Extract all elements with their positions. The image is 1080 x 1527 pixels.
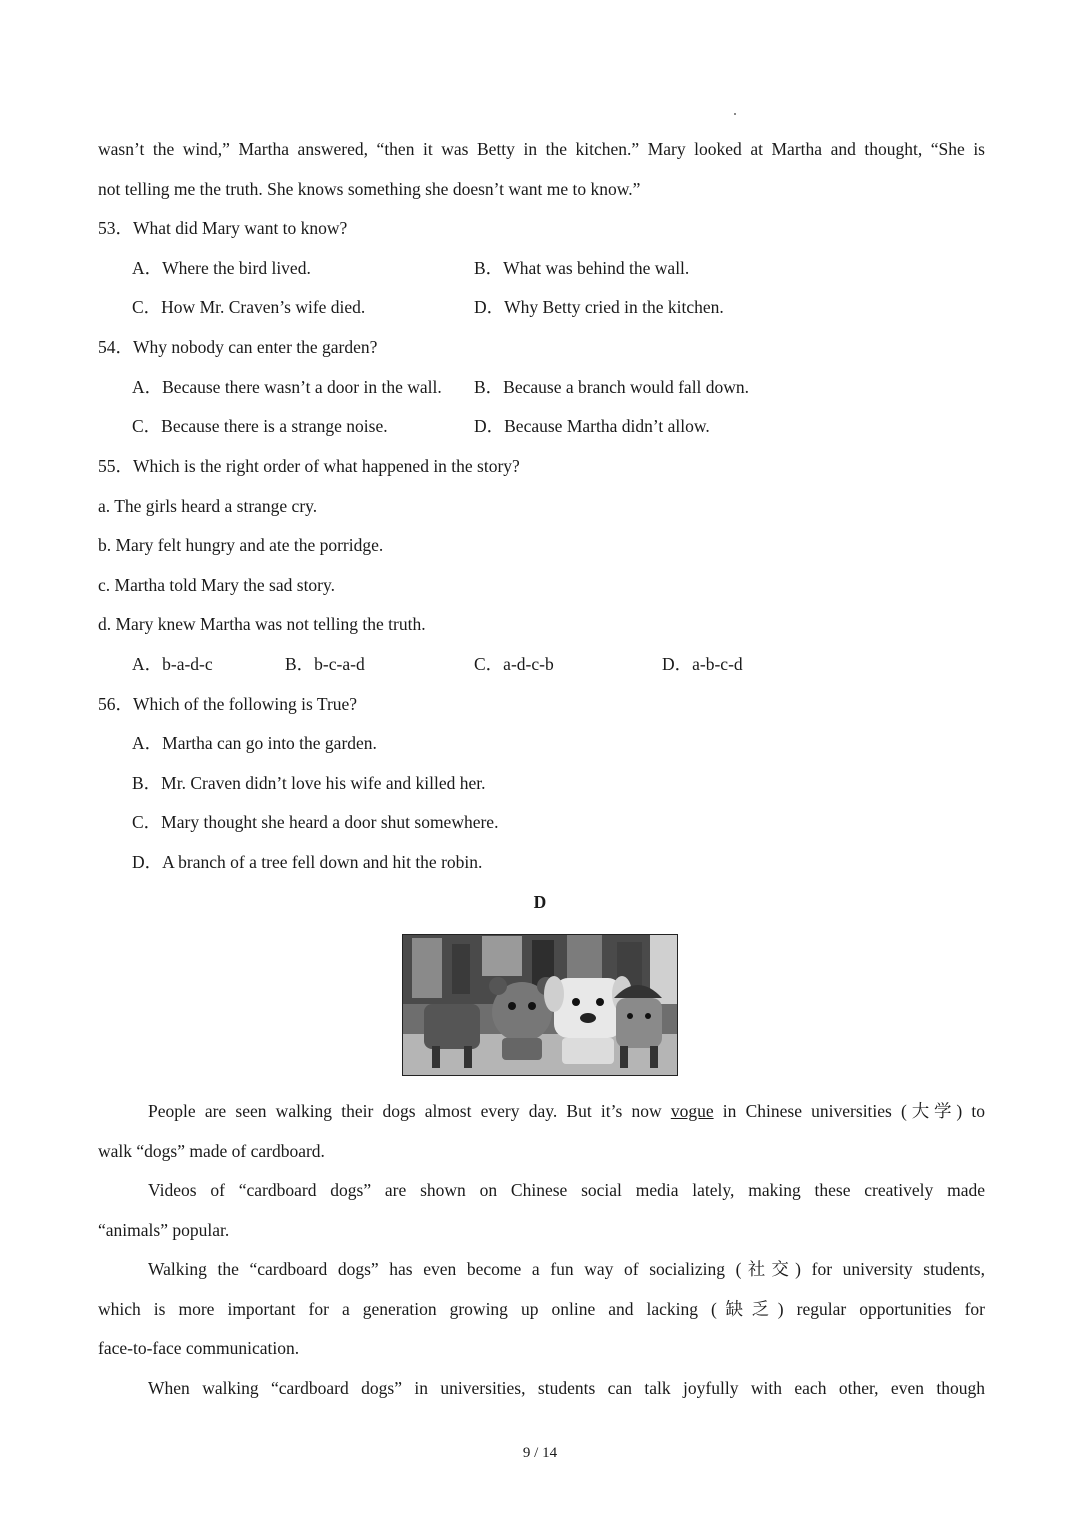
passage-d-p3-line2: which is more important for a generation growing up online and lacking (缺乏) regular opportunities for — [98, 1299, 985, 1319]
passage-d-p3-line3: face-to-face communication. — [98, 1338, 300, 1358]
q56-option-a: A．Martha can go into the garden. — [132, 733, 377, 753]
passage-c-line-2: not telling me the truth. She knows something she doesn’t want me to know.” — [98, 179, 641, 199]
q55-event-c: c. Martha told Mary the sad story. — [98, 575, 336, 595]
q56-option-d: D．A branch of a tree fell down and hit the robin. — [132, 852, 483, 872]
p1-text-before: People are seen walking their dogs almost every day. But it’s now — [148, 1101, 671, 1121]
passage-d-p1-line2: walk “dogs” made of cardboard. — [98, 1141, 325, 1161]
passage-d-p4-line1: When walking “cardboard dogs” in universities, students can talk joyfully with each other, even though — [148, 1378, 985, 1398]
q55-event-a: a. The girls heard a strange cry. — [98, 496, 318, 516]
passage-d-p2-line2: “animals” popular. — [98, 1220, 230, 1240]
q54-option-b: B．Because a branch would fall down. — [474, 377, 750, 397]
p1-text-after: in Chinese universities (大学) to — [713, 1101, 985, 1121]
passage-c-line-1: wasn’t the wind,” Martha answered, “then it was Betty in the kitchen.” Mary looked at Martha and thought, “She is — [98, 139, 985, 159]
q54-option-c: C．Because there is a strange noise. — [132, 416, 388, 436]
question-54-stem: 54．Why nobody can enter the garden? — [98, 337, 378, 357]
passage-d-heading: D — [533, 892, 547, 912]
passage-d-p3-line1: Walking the “cardboard dogs” has even become a fun way of socializing (社交) for university students, — [148, 1259, 985, 1279]
passage-d-p2-line1: Videos of “cardboard dogs” are shown on Chinese social media lately, making these creatively made — [148, 1180, 985, 1200]
q56-option-c: C．Mary thought she heard a door shut somewhere. — [132, 812, 499, 832]
q53-option-a: A．Where the bird lived. — [132, 258, 311, 278]
question-56-stem: 56．Which of the following is True? — [98, 694, 358, 714]
q55-event-d: d. Mary knew Martha was not telling the truth. — [98, 614, 426, 634]
q55-option-a: A．b-a-d-c — [132, 654, 213, 674]
vogue-underlined-word: vogue — [670, 1101, 714, 1121]
q55-option-c: C．a-d-c-b — [474, 654, 554, 674]
q55-event-b: b. Mary felt hungry and ate the porridge. — [98, 535, 384, 555]
cardboard-dogs-photo — [402, 934, 678, 1076]
q56-option-b: B．Mr. Craven didn’t love his wife and killed her. — [132, 773, 486, 793]
q53-option-b: B．What was behind the wall. — [474, 258, 690, 278]
q55-option-d: D．a-b-c-d — [662, 654, 743, 674]
q53-option-c: C．How Mr. Craven’s wife died. — [132, 297, 366, 317]
scan-speck — [734, 113, 736, 115]
q54-option-a: A．Because there wasn’t a door in the wall. — [132, 377, 442, 397]
question-53-stem: 53．What did Mary want to know? — [98, 218, 348, 238]
page-number: 9 / 14 — [522, 1445, 558, 1461]
q55-option-b: B．b-c-a-d — [285, 654, 365, 674]
passage-d-p1-line1 — [148, 1100, 985, 1122]
question-55-stem: 55．Which is the right order of what happened in the story? — [98, 456, 520, 476]
q53-option-d: D．Why Betty cried in the kitchen. — [474, 297, 724, 317]
q54-option-d: D．Because Martha didn’t allow. — [474, 416, 710, 436]
